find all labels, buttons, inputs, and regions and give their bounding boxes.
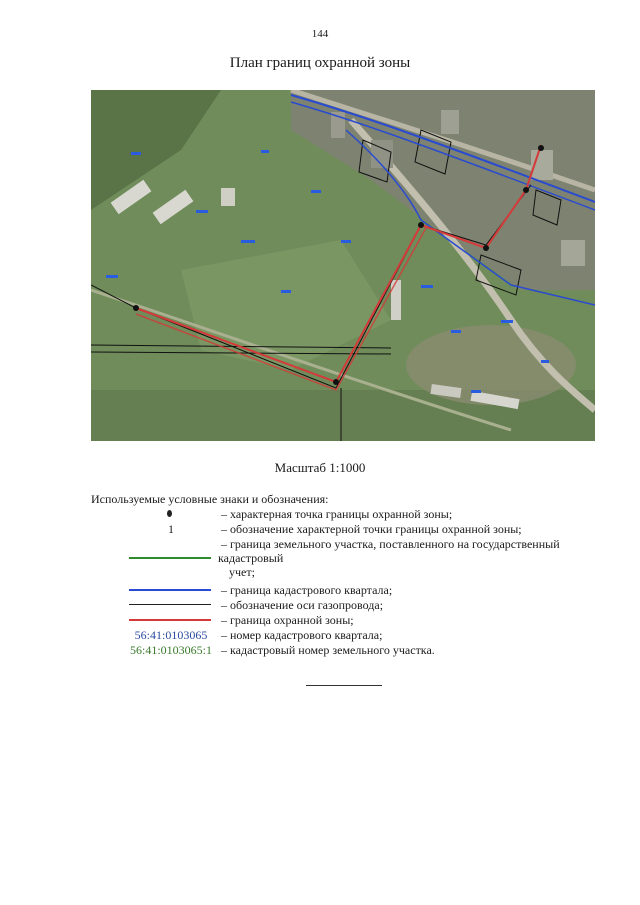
- footer-divider: [306, 685, 382, 686]
- map-blue-mark: [451, 330, 461, 333]
- green-line-icon: [129, 557, 211, 559]
- black-line-icon: [129, 604, 211, 605]
- map-drawing: [91, 90, 595, 441]
- map-boundary-point: [538, 145, 544, 151]
- map-blue-mark: [131, 152, 141, 155]
- map-blue-mark: [281, 290, 291, 293]
- legend-item-land-parcel: [91, 537, 601, 579]
- page-number: 144: [311, 28, 329, 40]
- quarter-number-sample: 56:41:0103065: [134, 628, 208, 642]
- map-blue-mark: [421, 285, 433, 288]
- legend-text: [218, 537, 591, 579]
- parcel-number-sample: 56:41:0103065:1: [129, 643, 212, 657]
- map-boundary-point: [483, 245, 489, 251]
- map-blue-mark: [501, 320, 513, 323]
- legend-text: – граница кадастрового квартала;: [221, 583, 393, 597]
- blue-line-icon: [129, 589, 211, 591]
- map-blue-mark: [541, 360, 549, 363]
- map-blue-mark: [241, 240, 255, 243]
- point-number-symbol: 1: [168, 522, 174, 536]
- map-scale: Масштаб 1:1000: [274, 460, 366, 475]
- map-blue-mark: [106, 275, 118, 278]
- map-boundary-point: [133, 305, 139, 311]
- map-blue-mark: [196, 210, 208, 213]
- legend-text: – граница охранной зоны;: [221, 613, 354, 627]
- map-blue-mark: [471, 390, 481, 393]
- map-building-9: [441, 110, 459, 134]
- legend-text: – номер кадастрового квартала;: [221, 628, 383, 642]
- point-dot-icon: [167, 510, 172, 517]
- legend-text-line: – граница земельного участка, поставленного на государственный: [221, 537, 560, 551]
- map-boundary-point: [333, 379, 339, 385]
- red-line-icon: [129, 619, 211, 621]
- legend-text: – характерная точка границы охранной зоны;: [221, 507, 453, 521]
- map-building-4: [391, 280, 401, 320]
- legend-heading: Используемые условные знаки и обозначения:: [91, 492, 329, 506]
- map-boundary-point: [523, 187, 529, 193]
- legend-text: – кадастровый номер земельного участка.: [221, 643, 435, 657]
- map-building-11: [561, 240, 585, 266]
- map-boundary-point: [418, 222, 424, 228]
- map-blue-mark: [261, 150, 269, 153]
- legend-text: – обозначение характерной точки границы охранной зоны;: [221, 522, 522, 536]
- map-blue-mark: [311, 190, 321, 193]
- legend-text-line: кадастровый: [218, 551, 284, 565]
- satellite-map: [91, 90, 595, 441]
- legend-text-line: учет;: [229, 565, 255, 579]
- legend-text: – обозначение оси газопровода;: [221, 598, 384, 612]
- map-blue-mark: [341, 240, 351, 243]
- page-title: План границ охранной зоны: [229, 55, 411, 71]
- map-building-3: [221, 188, 235, 206]
